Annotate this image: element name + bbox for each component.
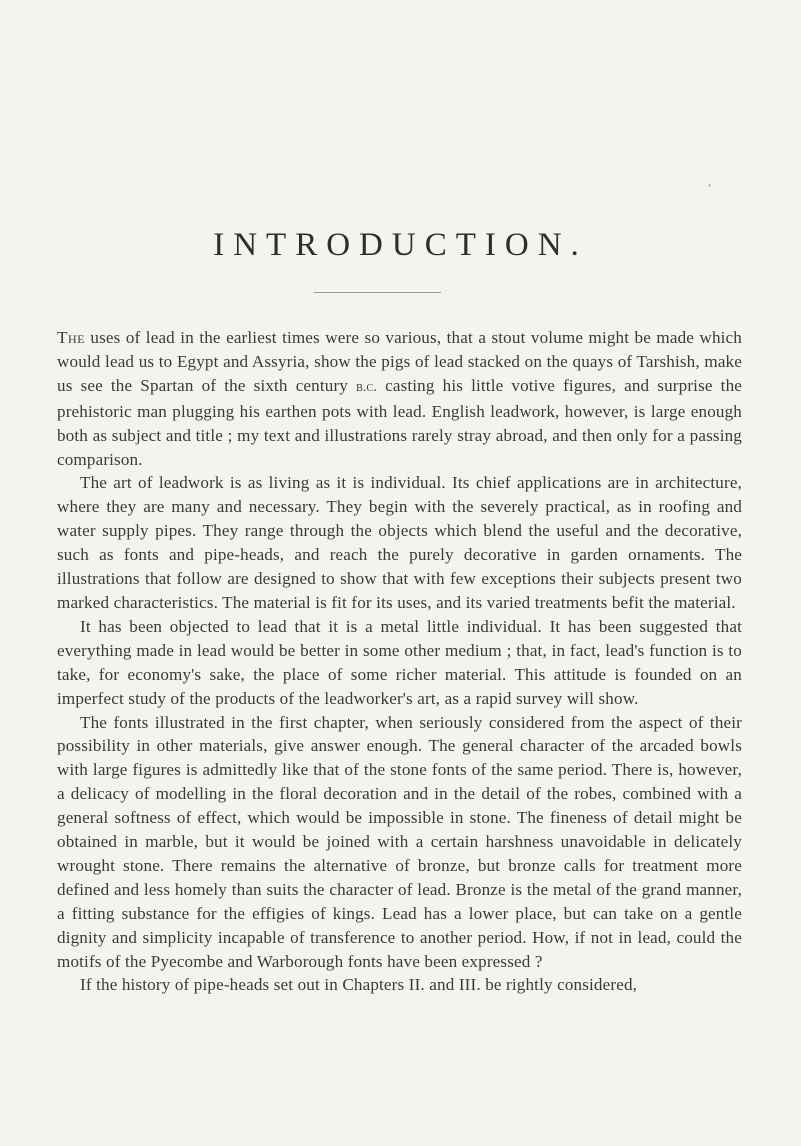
heading-rule: [314, 292, 441, 293]
body-text: [57, 326, 742, 997]
paragraph-1-text-after: casting his little votive figures, and surprise the prehistoric man plugging his earthen pots with lead. English leadwork, however, is large enough both as subject and title ; my text and illustrations rarely stray abroad, and then only for a passing comparison.: [57, 375, 743, 469]
chapter-heading: INTRODUCTION.: [213, 227, 588, 263]
paragraph-5: If the history of pipe-heads set out in Chapters II. and III. be rightly considered,: [80, 975, 638, 995]
paragraph-2: The art of leadwork is as living as it is individual. Its chief applications are in architecture, where they are many and necessary. They begin with the severely practical, as in roofing and water supply pipes. They range through the objects which blend the useful and the decorative, such as fonts and pipe-heads, and reach the purely decorative in garden ornaments. The illustrations that follow are designed to show that with few exceptions their subjects present two marked characteristics. The material is fit for its uses, and its varied treatments befit the material.: [57, 473, 742, 612]
paragraph-4: The fonts illustrated in the first chapter, when seriously considered from the aspect of their possibility in other materials, give answer enough. The general character of the arcaded bowls with large figures is admittedly like that of the stone fonts of the same period. There is, however, a delicacy of modelling in the floral decoration and in the detail of the robes, combined with a general softness of effect, which would be impossible in stone. The fineness of detail might be obtained in marble, but it would be joined with a certain harshness unavoidable in delicately wrought stone. There remains the alternative of bronze, but bronze calls for treatment more defined and less homely than suits the character of lead. Bronze is the metal of the grand manner, a fitting substance for the effigies of kings. Lead has a lower place, but can take on a gentle dignity and simplicity incapable of transference to another period. How, if not in lead, could the motifs of the Pyecombe and Warborough fonts have been expressed ?: [57, 712, 742, 971]
paragraph-3: It has been objected to lead that it is a metal little individual. It has been suggested that everything made in lead would be better in some other medium ; that, in fact, lead's function is to take, for economy's sake, the place of some richer material. This attitude is founded on an imperfect study of the products of the leadworker's art, as a rapid survey will show.: [57, 616, 742, 708]
era-abbreviation: b.c.: [356, 379, 378, 395]
lead-word: The: [57, 328, 85, 347]
paragraph-1-text: uses of lead in the earliest times were so various, that a stout volume might be made which would lead us to Egypt and Assyria, show the pigs of lead stacked on the quays of Tarshish, make us see the Spartan of the sixth century: [57, 328, 742, 395]
paragraph-1: [57, 326, 742, 471]
paper-fleck: [708, 184, 711, 187]
